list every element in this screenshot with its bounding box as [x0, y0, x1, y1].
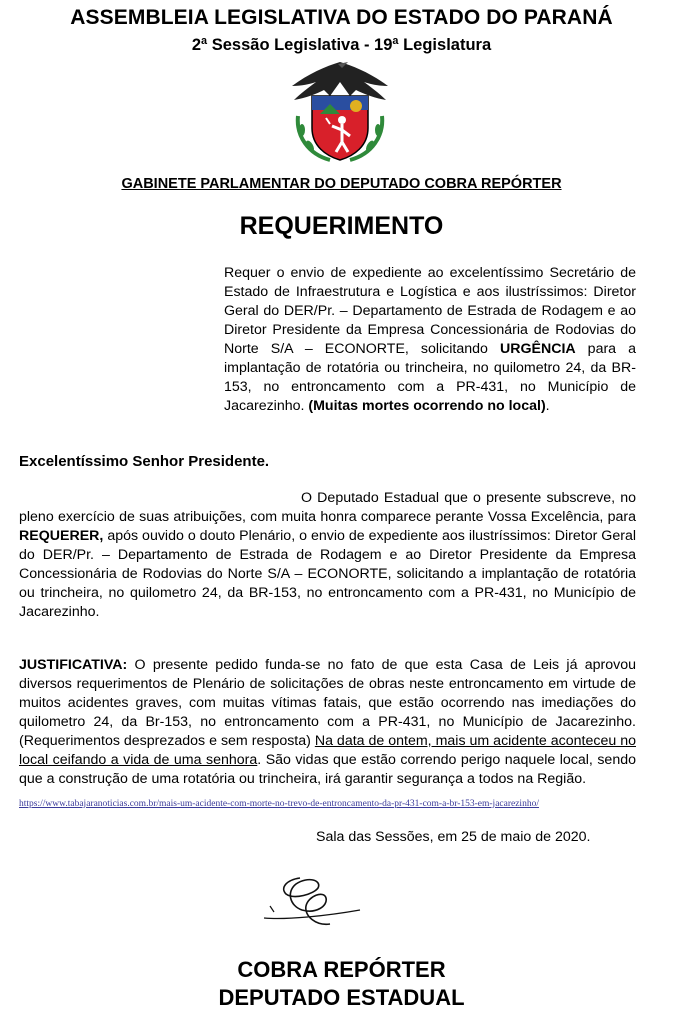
urgency-emphasis: URGÊNCIA — [499, 341, 576, 357]
handwritten-signature-icon — [256, 866, 366, 936]
office-heading: GABINETE PARLAMENTAR DO DEPUTADO COBRA REPÓRTER — [121, 176, 562, 192]
request-paragraph — [19, 489, 636, 622]
summary-paragraph — [224, 264, 636, 416]
summary-text-1: Requer o envio de expediente ao excelentíssimo Secretário de Estado de Infraestrutura e Logística e aos ilustríssimos: Diretor Geral do DER/Pr. – Departamento de Estrada de Rodagem e ao Diretor Presidente da Empresa Concessionária de Rodovias do Norte S/A – ECONORTE, solicitando — [224, 265, 636, 357]
place-date: Sala das Sessões, em 25 de maio de 2020. — [316, 829, 591, 845]
source-link[interactable]: https://www.tabajaranoticias.com.br/mais-um-acidente-com-morte-no-trevo-de-entroncamento-da-pr-431-com-a-br-153-em-jacarezinho/ — [19, 799, 539, 809]
justification-text-1: O presente pedido funda-se no fato de que esta Casa de Leis já aprovou diversos requerimentos de Plenário de solicitações de obras neste entroncamento em virtude de muitos acidentes graves, com muitas vítimas fatais, que estão ocorrendo nas imediações do quilometro 24, da Br-153, no entroncamento com a PR-431, no Município de Jacarezinho. (Requerimentos desprezados e sem resposta) — [19, 657, 636, 749]
signatory-role: DEPUTADO ESTADUAL — [218, 985, 465, 1010]
justification-paragraph — [19, 656, 636, 789]
summary-end: . — [545, 398, 550, 414]
request-emphasis: REQUERER, — [19, 528, 104, 544]
summary-text-2: para a implantação de rotatória ou trincheira, no quilometro 24, da BR-153, no entroncamento com a PR-431, no Município de Jacarezinho. — [224, 341, 636, 414]
salutation: Excelentíssimo Senhor Presidente. — [19, 453, 270, 470]
request-text-2: após ouvido o douto Plenário, o envio de expediente aos ilustríssimos: Diretor Geral do DER/Pr. – Departamento de Estrada de Rodagem e ao Diretor Presidente da Empresa Concessionária de Rodovias do Norte S/A – ECONORTE, solicitando a implantação de rotatória ou trincheira, no quilometro 24, da BR-153, no entroncamento com a PR-431, no Município de Jacarezinho. — [19, 528, 636, 620]
session-subheading: 2ª Sessão Legislativa - 19ª Legislatura — [191, 36, 492, 54]
justification-text-2: . São vidas que estão correndo perigo naquele local, sendo que a construção de uma rotatória ou trincheira, irá garantir segurança a todos na Região. — [19, 752, 636, 787]
signatory-name: COBRA REPÓRTER — [237, 957, 446, 982]
request-text-1: O Deputado Estadual que o presente subscreve, no pleno exercício de suas atribuições, com muita honra comparece perante Vossa Excelência, para — [19, 490, 636, 525]
assembly-heading: ASSEMBLEIA LEGISLATIVA DO ESTADO DO PARANÁ — [70, 6, 613, 29]
justification-underlined: Na data de ontem, mais um acidente aconteceu no local ceifando a vida de uma senhora — [19, 733, 636, 768]
justification-label: JUSTIFICATIVA: — [19, 657, 128, 673]
parana-coat-of-arms-icon — [286, 56, 394, 166]
summary-note: (Muitas mortes ocorrendo no local) — [308, 398, 546, 414]
document-title: REQUERIMENTO — [239, 212, 444, 240]
